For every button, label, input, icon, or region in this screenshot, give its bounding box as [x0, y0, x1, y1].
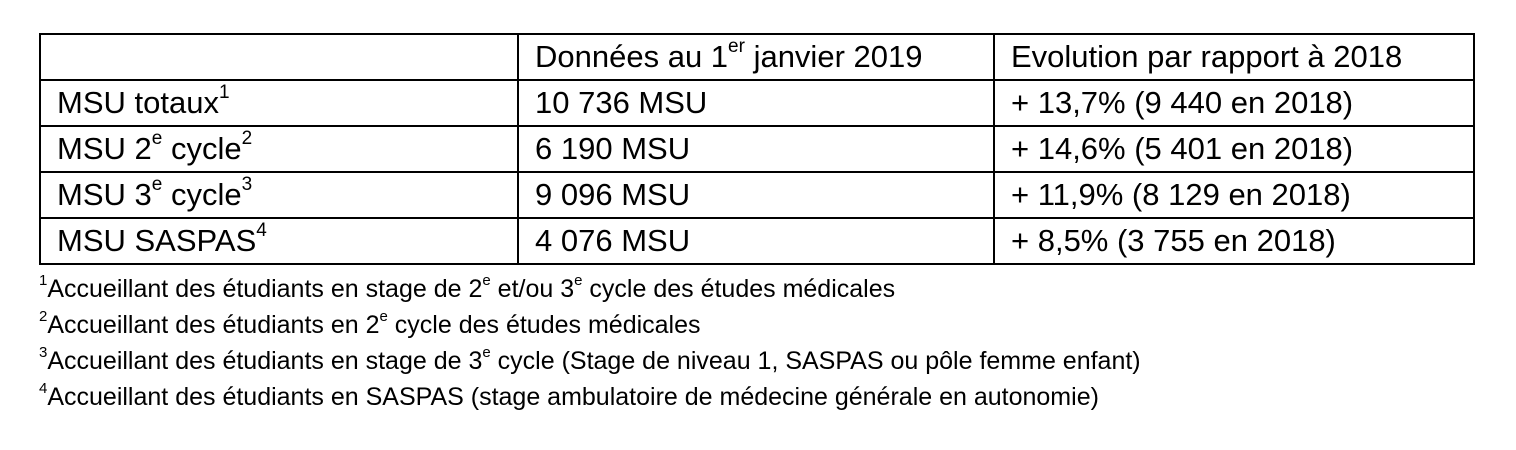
table-row	[40, 80, 1474, 126]
row-label: MSU totaux$^1$	[40, 80, 518, 126]
row-evolution: + 11,9% (8 129 en 2018)	[994, 172, 1474, 218]
row-value: 10 736 MSU	[518, 80, 994, 126]
row-evolution: + 8,5% (3 755 en 2018)	[994, 218, 1474, 264]
table-row	[40, 126, 1474, 172]
row-evolution: + 14,6% (5 401 en 2018)	[994, 126, 1474, 172]
footnote-3: $^3$Accueillant des étudiants en stage de 3e cycle (Stage de niveau 1, SASPAS ou pôle femme enfant)	[39, 343, 1141, 375]
footnote-1: $^1$Accueillant des étudiants en stage de 2e et/ou 3e cycle des études médicales	[39, 271, 896, 303]
row-value: 9 096 MSU	[518, 172, 994, 218]
table-header-row	[40, 34, 1474, 80]
row-value: 6 190 MSU	[518, 126, 994, 172]
msu-table	[39, 33, 1475, 265]
footnote-4: $^4$Accueillant des étudiants en SASPAS (stage ambulatoire de médecine générale en autonomie)	[39, 379, 1099, 411]
header-cell-empty	[40, 34, 518, 80]
footnotes	[39, 271, 1479, 415]
table-row	[40, 172, 1474, 218]
row-label: MSU SASPAS$^4$	[40, 218, 518, 264]
table-row	[40, 218, 1474, 264]
footnote-2: $^2$Accueillant des étudiants en 2e cycle des études médicales	[39, 307, 701, 339]
row-label: MSU 3e cycle$^3$	[40, 172, 518, 218]
row-evolution: + 13,7% (9 440 en 2018)	[994, 80, 1474, 126]
row-value: 4 076 MSU	[518, 218, 994, 264]
row-label: MSU 2e cycle$^2$	[40, 126, 518, 172]
document-page	[39, 33, 1479, 415]
header-cell-evolution: Evolution par rapport à 2018	[994, 34, 1474, 80]
header-cell-data-date: Données au 1er janvier 2019	[518, 34, 994, 80]
